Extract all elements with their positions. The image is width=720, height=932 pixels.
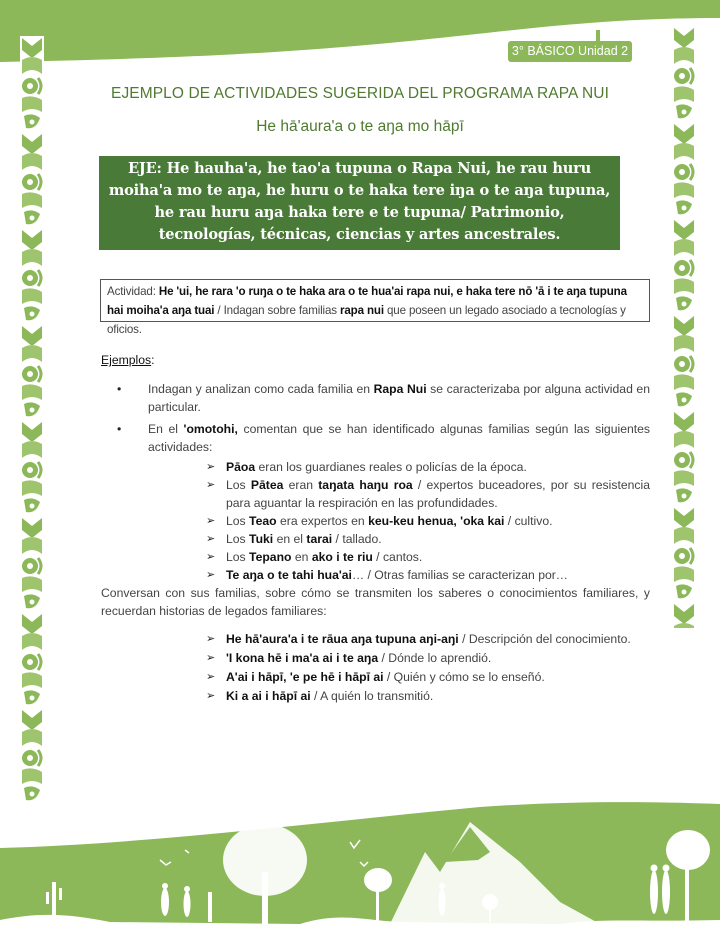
ejemplos-heading xyxy=(101,351,650,369)
activity-rapanui-text: He 'ui, he rara 'o ruŋa o te haka ara o te hua'ai rapa nui, e haka tere nō 'ā i te aŋa tupuna hai moiha'a aŋa tuai xyxy=(107,285,627,317)
question-spanish: / A quién lo transmitió. xyxy=(310,689,434,703)
family-text: … / Otras familias se caracterizan por… xyxy=(351,568,568,582)
question-rapanui: Ki a ai i hāpī ai xyxy=(226,689,311,703)
question-item xyxy=(206,649,656,668)
arrow-bullet-icon: ➢ xyxy=(206,690,216,702)
right-rapa-nui-pattern-border xyxy=(672,26,696,628)
family-term: ako i te riu xyxy=(311,550,373,564)
bullet-item xyxy=(101,420,650,456)
arrow-bullet-icon: ➢ xyxy=(206,461,216,473)
arrow-bullet-icon: ➢ xyxy=(206,533,216,545)
family-text: Los xyxy=(226,550,250,564)
family-item xyxy=(206,476,650,512)
bullet-text: En el xyxy=(148,422,184,436)
family-text: eran xyxy=(283,478,319,492)
activity-bold-rapanui: rapa nui xyxy=(340,304,384,317)
arrow-bullet-icon: ➢ xyxy=(206,515,216,527)
bullet-text: se caracterizaba por alguna actividad en particular. xyxy=(148,382,650,414)
family-text: / cultivo. xyxy=(504,514,553,528)
question-spanish: / Dónde lo aprendió. xyxy=(378,651,492,665)
page-subtitle: He hā'aura'a o te aŋa mo hāpī xyxy=(256,118,464,135)
family-text: en el xyxy=(273,532,307,546)
families-list xyxy=(206,458,650,584)
family-term: keu-keu henua, 'oka kai xyxy=(368,514,505,528)
family-text: era expertos en xyxy=(276,514,369,528)
arrow-bullet-icon: ➢ xyxy=(206,569,216,581)
arrow-bullet-icon: ➢ xyxy=(206,633,216,645)
bullet-icon: • xyxy=(117,382,122,396)
question-item xyxy=(206,630,656,649)
bullet-text: Indagan y analizan como cada familia en xyxy=(148,382,374,396)
question-rapanui: He hā'aura'a i te rāua aŋa tupuna aŋi-aŋi xyxy=(226,632,459,646)
activity-description: que poseen un legado asociado a tecnologías y oficios. xyxy=(107,304,626,336)
question-item xyxy=(206,687,656,706)
activity-box xyxy=(100,279,650,336)
family-text: / cantos. xyxy=(372,550,423,564)
activity-label: Actividad: xyxy=(107,285,159,298)
family-name: Te aŋa o te tahi hua'ai xyxy=(226,568,352,582)
unit-badge: 3° BÁSICO Unidad 2 xyxy=(508,41,632,62)
family-text: Los xyxy=(226,532,250,546)
arrow-bullet-icon: ➢ xyxy=(206,551,216,563)
bottom-landscape-banner xyxy=(0,752,720,932)
questions-list xyxy=(206,630,656,706)
arrow-bullet-icon: ➢ xyxy=(206,671,216,683)
question-spanish: / Descripción del conocimiento. xyxy=(458,632,631,646)
family-item xyxy=(206,512,650,530)
ejemplos-heading-text: Ejemplos xyxy=(101,353,152,367)
family-text: / expertos buceadores, por su resistencia para aguantar la respiración en las profundidades. xyxy=(226,478,650,510)
question-item xyxy=(206,668,656,687)
family-item xyxy=(206,548,650,566)
arrow-bullet-icon: ➢ xyxy=(206,652,216,664)
family-name: Tuki xyxy=(249,532,274,546)
conversan-paragraph: Conversan con sus familias, sobre cómo se transmiten los saberes o conocimientos familiares, y recuerdan historias de legados familiares: xyxy=(101,586,650,618)
family-name: Pātea xyxy=(250,478,284,492)
bullet-bold: 'omotohi, xyxy=(183,422,238,436)
ejemplos-colon: : xyxy=(151,353,155,367)
family-text: eran los guardianes reales o policías de la época. xyxy=(255,460,527,474)
ejemplos-bullet-list xyxy=(101,380,650,460)
eje-box xyxy=(99,156,620,250)
bullet-item xyxy=(101,380,650,416)
bullet-icon: • xyxy=(117,422,122,436)
family-term: tarai xyxy=(306,532,333,546)
family-item xyxy=(206,530,650,548)
family-item xyxy=(206,458,650,476)
family-item xyxy=(206,566,650,584)
left-rapa-nui-pattern-border xyxy=(20,36,44,806)
activity-separator: / Indagan sobre familias xyxy=(214,304,340,317)
question-rapanui: A'ai i hāpī, 'e pe hē i hāpī ai xyxy=(226,670,384,684)
family-name: Pāoa xyxy=(226,460,256,474)
family-name: Tepano xyxy=(249,550,292,564)
family-text: Los xyxy=(226,478,251,492)
family-text: / tallado. xyxy=(332,532,382,546)
bullet-bold: Rapa Nui xyxy=(373,382,427,396)
question-rapanui: 'I kona hē i ma'a ai i te aŋa xyxy=(226,651,379,665)
question-spanish: / Quién y cómo se lo enseñó. xyxy=(383,670,545,684)
family-term: taŋata haŋu roa xyxy=(318,478,413,492)
family-text: Los xyxy=(226,514,250,528)
bullet-text: comentan que se han identificado algunas familias según las siguientes actividades: xyxy=(148,422,651,454)
arrow-bullet-icon: ➢ xyxy=(206,479,216,491)
page-title: EJEMPLO DE ACTIVIDADES SUGERIDA DEL PROGRAMA RAPA NUI xyxy=(111,85,609,102)
family-text: en xyxy=(291,550,312,564)
family-name: Teao xyxy=(249,514,277,528)
eje-text: EJE: He hauha'a, he tao'a tupuna o Rapa Nui, he rau huru moiha'a mo te aŋa, he huru o te haka tere iŋa o te aŋa tupuna, he rau huru aŋa haka tere e te tupuna/ Patrimonio, tecnologías, técnicas, ciencias y artes ancestrales. xyxy=(108,160,611,243)
